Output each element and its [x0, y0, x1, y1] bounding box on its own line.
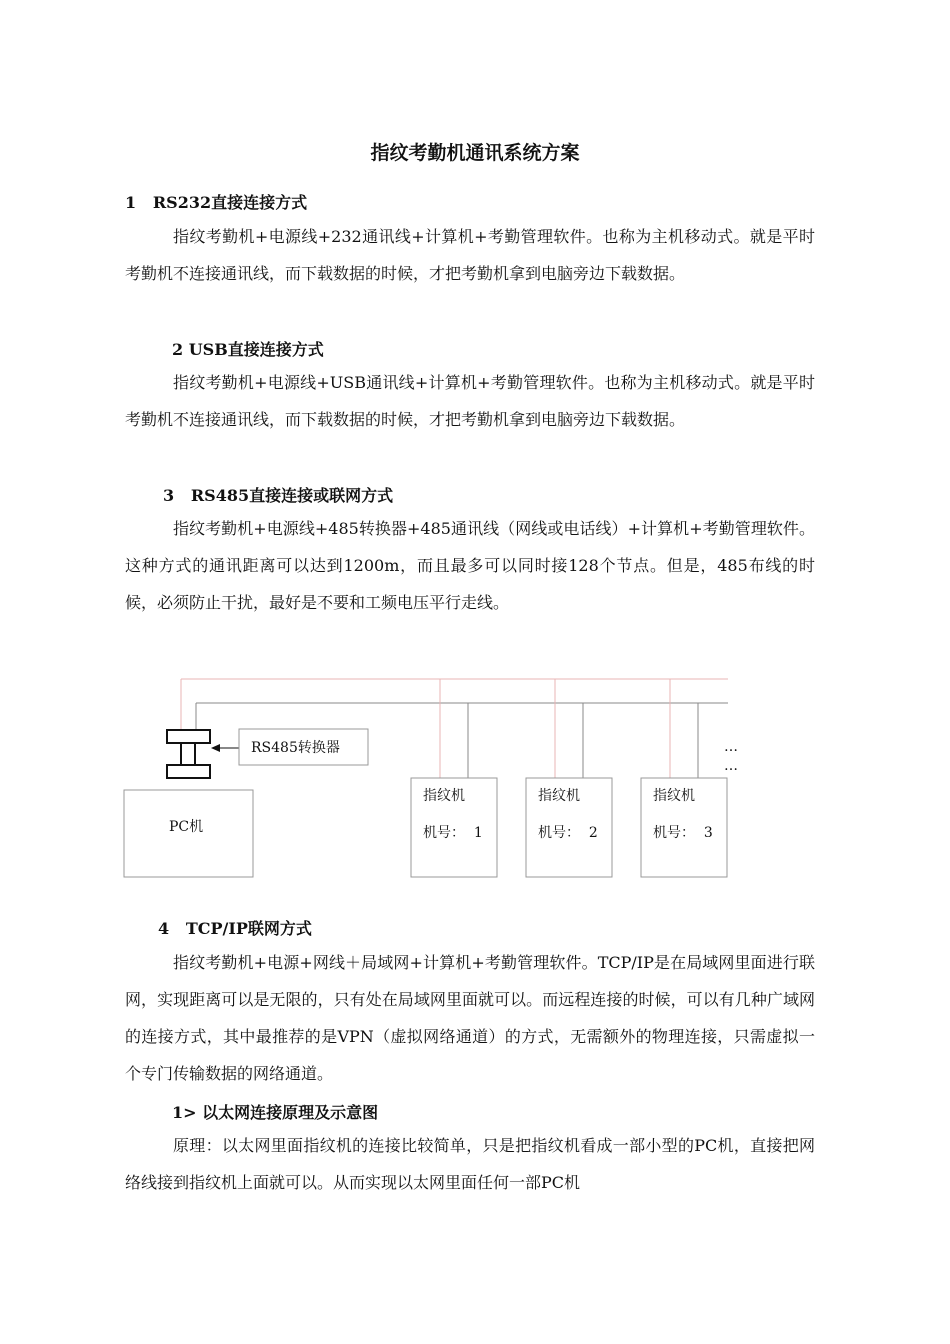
terminal-number-1: 机号： 1	[423, 825, 483, 841]
terminal-name-1: 指纹机	[423, 788, 465, 804]
section-heading-tcpip: 4 TCP/IP联网方式	[158, 919, 312, 938]
converter-connector-symbol	[167, 730, 210, 778]
converter-arrow-head	[211, 744, 220, 752]
terminal-number-3: 机号： 3	[653, 825, 713, 841]
section-paragraph-rs485: 指纹考勤机+电源线+485转换器+485通讯线（网线或电话线）+计算机+考勤管理软件。这种方式的通讯距离可以达到1200m，而且最多可以同时接128个节点。但是，485布线的时候，必须防止干扰，最好是不要和工频电压平行走线。	[125, 519, 815, 612]
terminal-name-3: 指纹机	[653, 788, 695, 804]
terminal-number-2: 机号： 2	[538, 825, 598, 841]
pc-label: PC机	[169, 819, 204, 835]
rs485-network-diagram	[0, 660, 950, 900]
converter-label: RS485转换器	[251, 740, 340, 756]
section-heading-ethernet: 1> 以太网连接原理及示意图	[172, 1103, 379, 1122]
section-paragraph-ethernet: 原理：以太网里面指纹机的连接比较简单，只是把指纹机看成一部小型的PC机，直接把网络线接到指纹机上面就可以。从而实现以太网里面任何一部PC机	[125, 1136, 815, 1192]
section-paragraph-rs232: 指纹考勤机+电源线+232通讯线+计算机+考勤管理软件。也称为主机移动式。就是平时考勤机不连接通讯线，而下载数据的时候，才把考勤机拿到电脑旁边下载数据。	[125, 227, 815, 283]
section-heading-rs485: 3 RS485直接连接或联网方式	[163, 486, 394, 505]
section-paragraph-tcpip: 指纹考勤机+电源+网线＋局域网+计算机+考勤管理软件。TCP/IP是在局域网里面进行联网，实现距离可以是无限的，只有处在局域网里面就可以。而远程连接的时候，可以有几种广域网的连接方式，其中最推荐的是VPN（虚拟网络通道）的方式，无需额外的物理连接，只需虚拟一个专门传输数据的网络通道。	[125, 953, 815, 1083]
section-paragraph-usb: 指纹考勤机+电源线+USB通讯线+计算机+考勤管理软件。也称为主机移动式。就是平时考勤机不连接通讯线，而下载数据的时候，才把考勤机拿到电脑旁边下载数据。	[125, 373, 815, 429]
terminal-name-2: 指纹机	[538, 788, 580, 804]
page-title: 指纹考勤机通讯系统方案	[370, 142, 580, 164]
ellipsis-2: …	[724, 758, 738, 774]
ellipsis-1: …	[724, 739, 738, 755]
section-heading-rs232: 1 RS232直接连接方式	[125, 193, 308, 212]
section-heading-usb: 2 USB直接连接方式	[172, 340, 324, 359]
